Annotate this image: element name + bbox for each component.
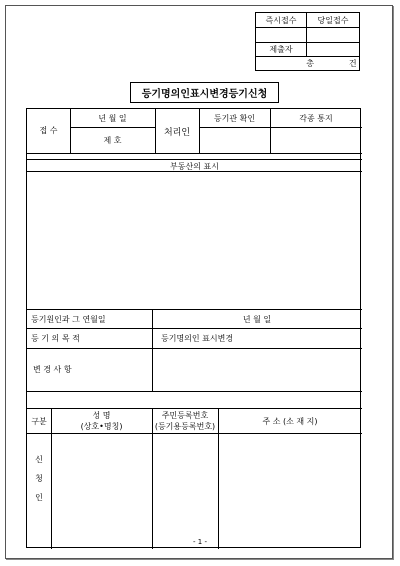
- total-cases-left: 총: [306, 59, 314, 68]
- name-header-sub: (상호•명칭): [80, 422, 123, 431]
- same-day-receipt-cell[interactable]: [307, 28, 360, 43]
- total-cases-right: 건: [348, 59, 357, 68]
- applicant-label-3: 인: [35, 493, 43, 502]
- reception-label: 접 수: [39, 126, 58, 135]
- applicant-label-2: 청: [35, 474, 43, 483]
- id-header: 주민등록번호: [161, 411, 209, 420]
- receipt-box: [255, 12, 360, 71]
- id-header-sub: (등기용등록번호): [154, 422, 216, 431]
- change-details-cell[interactable]: [152, 348, 362, 391]
- property-section-label: 부동산의 표시: [170, 162, 219, 171]
- immediate-receipt-cell[interactable]: [256, 28, 307, 43]
- total-cases-row: [256, 57, 360, 71]
- change-label: 변 경 사 항: [33, 365, 72, 374]
- purpose-label: 등 기 의 목 적: [31, 334, 80, 343]
- applicant-name-cell[interactable]: [51, 433, 152, 549]
- immediate-receipt-label: 즉시접수: [256, 13, 307, 28]
- submitter-cell[interactable]: [307, 43, 360, 57]
- page-title: 등기명의인표시변경등기신청: [130, 82, 279, 103]
- name-header: 성 명: [92, 411, 111, 420]
- reception-date-label: 년 월 일: [98, 114, 127, 123]
- form-frame: [26, 108, 361, 548]
- cause-date-value: 년 월 일: [242, 315, 272, 324]
- applicant-id-cell[interactable]: [152, 433, 218, 549]
- property-description-area[interactable]: [27, 171, 362, 309]
- reception-number-label: 제 호: [103, 136, 122, 145]
- notifications-cell[interactable]: [270, 127, 362, 153]
- cause-date-label: 등기원인과 그 연월일: [31, 315, 106, 324]
- address-header: 주 소 (소 재 지): [262, 417, 318, 426]
- applicant-label-1: 신: [35, 455, 43, 464]
- document-page: [5, 5, 393, 559]
- notifications-label: 각종 통지: [299, 114, 333, 123]
- applicant-address-cell[interactable]: [218, 433, 362, 549]
- submitter-label: 제출자: [256, 43, 307, 57]
- registry-confirm-label: 등기관 확인: [213, 114, 256, 123]
- processing-label: 처리인: [163, 128, 191, 138]
- registry-confirm-cell[interactable]: [199, 127, 270, 153]
- purpose-value: 등기명의인 표시변경: [161, 334, 234, 343]
- same-day-receipt-label: 당일접수: [307, 13, 360, 28]
- page-number: - 1 -: [193, 538, 207, 546]
- division-header: 구분: [31, 417, 47, 426]
